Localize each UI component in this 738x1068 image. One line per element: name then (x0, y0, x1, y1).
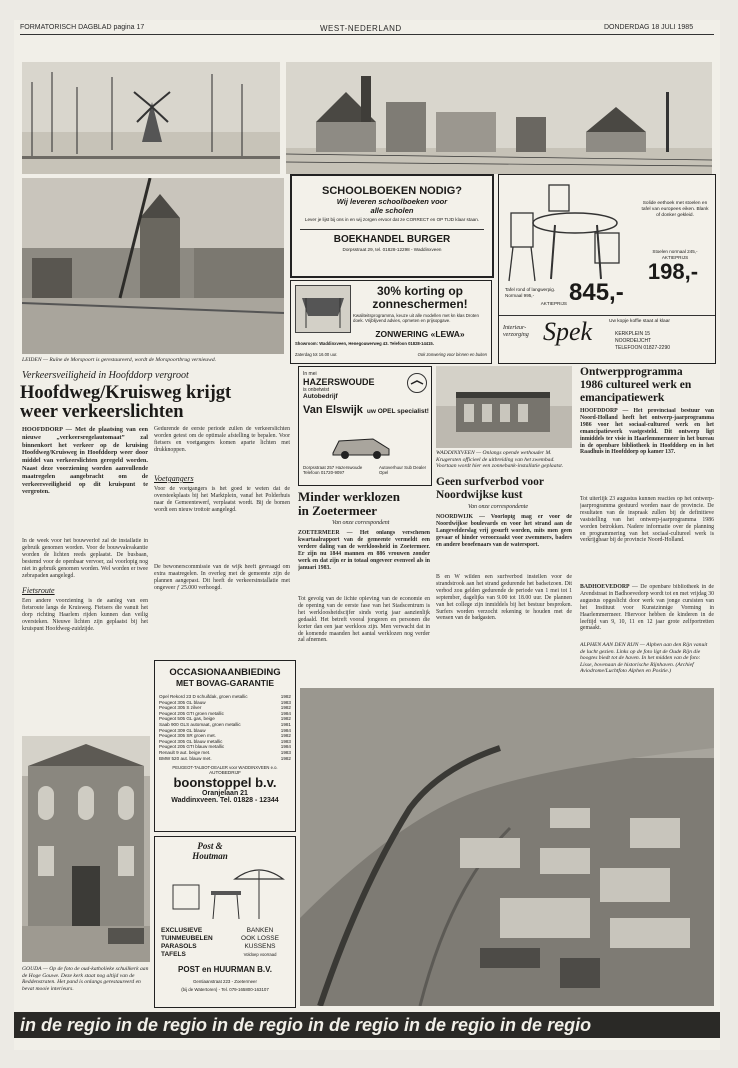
ad-houtman-phone: (bij de Watertoren) - Tel. 079-165800-163107 (181, 987, 269, 992)
ad-houtman-left-3: PARASOLS (161, 943, 197, 950)
ad-houtman-right-3: KUSSENS (244, 943, 276, 950)
ad-opel-line2: is onbetwist (303, 387, 330, 393)
ontwerp-headline-2: 1986 cultureel werk en (580, 379, 692, 391)
occasion-row-year: 1982 (280, 705, 291, 711)
article-zoetermeer-text: Tot gevolg van de lichte opleving van de economie en de opening van de eerste fase van het Stadscentrum is het werkloosheidscijfer sinds vorig jaar aanzienlijk gedaald. Het betreft vooral jongeren en personen die korter dan een jaar werkloos zijn. Men verwacht dat in de komende maanden het aantal werklozen nog verder zal afnemen. (298, 596, 430, 644)
article-hoofddorp-col1b: Een andere voorziening is de aanleg van een fietsroute langs de Kruisweg. Fietsers die vanuit het dorp richting Haarlem rijden kunnen dan veilig oversteken. Nieuwe lichten zijn geplaatst bij het kruispunt Hoofdweg-zuidzijde. (22, 598, 148, 632)
ad-occasion-title-1: OCCASIONAANBIEDING (169, 667, 281, 678)
ad-occasion-brand: boonstoppel b.v. (173, 775, 277, 791)
occasion-row-year: 1982 (280, 755, 291, 761)
article-surfverbod-lead: NOORDWIJK — Voorlopig mag er voor de Noordwijkse boulevards en voor het strand aan de Langevelderslag vrij gesurft worden, mits men geen gevaar of hinder veroorzaakt voor zwemmers, baders en andere beoefenaars van de watersport. (436, 514, 572, 548)
occasion-row-name: Peugeot 205 GTI blauw metallic (159, 744, 225, 750)
occasion-row-year: 1984 (280, 744, 291, 750)
occasion-row-year: 1984 (280, 710, 291, 716)
ad-houtman-left-1: EXCLUSIEVE (161, 927, 203, 934)
article-hoofddorp-col2: Gedurende de eerste periode zullen de verkeerslichten worden getest om de optimale afstelling te bepalen. Voor fietsers en voetgangers komen aparte lichten met drukknoppen. (154, 426, 290, 453)
caption-gouda-text: Op de foto de oud-katholieke schuilkerk aan de Hoge Gouwe. Deze kerk staat nog altijd van de Reddenstraten. Het pand is onlangs gerestaureerd en bevat mooie interieurs. (22, 966, 149, 992)
ad-spek (498, 174, 716, 364)
headline-line-1: Hoofdweg/Kruisweg krijgt (20, 383, 232, 403)
ad-schoolboeken-line1: Wij leveren schoolboeken voor (336, 197, 448, 206)
ad-occasion-list (155, 694, 295, 761)
ad-houtman-company: POST en HUURMAN B.V. (178, 965, 272, 974)
article-ontwerp-sub-block: BADHOEVEDORP — De openbare bibliotheek in de Arendstraat in Badhoevedorp wordt tot en met vrijdag 30 augustus opgeslicht door werk van jonge cursisten van het Instituut voor Kunstzinnige Vorming in Haarlemmermeer. Hiervoor hebben de kinderen in de leeftijd van 9, 10, 11 en 12 jaar grote zelfportretten gemaakt. (580, 584, 714, 632)
article-zoetermeer-byline: Van onze correspondent (332, 520, 390, 526)
occasion-row-year: 1982 (280, 733, 291, 739)
page-header-left: FORMATORISCH DAGBLAD pagina 17 (20, 24, 145, 31)
caption-leiden-text: Ruïne de Morspoort is gerestaureerd, wordt de Morspoortbrug vernieuwd. (49, 357, 217, 363)
caption-leiden-place: LEIDEN (22, 357, 42, 363)
caption-alphen-place: ALPHEN AAN DEN RIJN (580, 642, 639, 648)
caption-waddinxveen-place: WADDINXVEEN (436, 450, 475, 456)
opel-logo-icon (407, 373, 427, 393)
ad-spek-side-price: 198,- (647, 259, 699, 284)
article-hoofddorp-col2c: De bewonerscommissie van de wijk heeft gevraagd om extra maatregelen. In overleg met de gemeente zijn de plannen aangepast. Dit heeft de verkeersinstallatie met ongeveer ƒ 25.000 verhoogd. (154, 564, 290, 591)
article-hoofddorp-headline (20, 384, 290, 422)
ontwerp-sub-title: BADHOEVEDORP (580, 584, 630, 590)
occasion-row-year: 1983 (280, 738, 291, 744)
ad-occasion-autobedrijf: AUTOBEDRIJF (209, 770, 241, 776)
article-ontwerp-text: Tot uiterlijk 23 augustus kunnen reacties op het ontwerp-jaarprogramma gestuurd worden naar de provincie. De resultaten van de inspraak zullen bij de definitieve vaststelling van het ontwerp-jaarprogramma 1986 worden betrokken. Nadere informatie over de planning en programmering van het sociaal-cultureel werk is verkrijgbaar bij de provincie Noord-Holland. (580, 496, 714, 544)
ad-opel-contact (303, 465, 373, 476)
photo-leiden (22, 178, 284, 354)
ad-zonwering (290, 280, 492, 364)
occasion-row-year: 1983 (280, 699, 291, 705)
article-hoofddorp-sub2: Fietsroute (22, 586, 55, 595)
ad-houtman-right-1: BANKEN (246, 927, 274, 934)
occasion-row-year: 1983 (280, 749, 291, 755)
article-surfverbod-text: B en W wilden een surfverbod instellen voor de strandstrook aan het strand gedurende het badseizoen. Dit verbod zou gelden gedurende de periode van 1 mei tot 1 september, dagelijks van 9.00 tot 18.00 uur. De plannen van het college zijn inmiddels bij het bestuur besproken. Surfers worden verzocht rekening te houden met de wensen van de badgasten. (436, 574, 572, 622)
article-hoofddorp-col1: In de week voor het bouwverlof zal de installatie in gebruik genomen worden. Voor de bouwvakvakantie worden de lichten reeds geplaatst. De busbaan, bestemd voor de openbaar vervoer, zal voorlopig nog niet in gebruik genomen worden. Wel worden er twee zebrapaden aangelegd. (22, 538, 148, 579)
ad-houtman-address: Gentiaanstraat 223 - Zoetermeer (193, 979, 257, 984)
ad-opel-slogan: uw OPEL specialist! (366, 408, 429, 415)
ad-spek-brand: Spek (543, 317, 593, 346)
illustration-right (286, 62, 712, 174)
occasion-row-name: Peugeot 305 S zilver (159, 705, 202, 711)
article-zoetermeer-lead: ZOETERMEER — Het onlangs verschenen kwartaalrapport van de gemeente vermeldt een verdere daling van de werkloosheid in Zoetermeer. Er zijn nu 1844 mannen en 886 vrouwen zonder werk en dat zijn er in totaal ongeveer evenveel als in januari 1983. (298, 530, 430, 571)
ad-opel-dealer: Van Elswijk (303, 404, 363, 416)
occasion-row-year: 1984 (280, 727, 291, 733)
ad-houtman-left-2: TUINMEUBELEN (161, 935, 213, 942)
furniture-illustration (505, 183, 631, 283)
ad-occasion-street: Oranjelaan 21 (202, 790, 248, 798)
article-surfverbod-headline (436, 476, 572, 502)
occasion-row-year: 1982 (280, 716, 291, 722)
photo-aerial-alphen (300, 688, 714, 1006)
caption-leiden: LEIDEN — Ruïne de Morspoort is gerestaureerd, wordt de Morspoortbrug vernieuwd. (22, 357, 217, 363)
occasion-row-name: Renault 9 aut. beige met. (159, 749, 211, 755)
ad-opel-line3: Autobedrijf (303, 393, 338, 400)
occasion-row (155, 756, 295, 762)
page-header-right: DONDERDAG 18 JULI 1985 (604, 24, 694, 31)
ad-houtman-right-4: Voldoep voorraad (243, 952, 277, 957)
ad-schoolboeken-title: SCHOOLBOEKEN NODIG? (322, 185, 462, 197)
ad-zonwering-showroom: Showroom: Waddinxveen, Henegouwerweg 43. Telefoon 01828-14415. (295, 341, 434, 346)
ad-zonwering-title: 30% korting op zonneschermen! (372, 284, 468, 311)
caption-alphen-text: Alphen aan den Rijn vanuit de lucht gezien. Links op de foto ligt de Oude Rijn die hoogtes biedt tot de haven. In het midden van de foto: Lisse, bovenaan de historische Rijnhaven. (Archief Aviodrome/Luchtfoto Alphen en Positie.) (580, 642, 708, 675)
caption-waddinxveen-text: Onlangs opende wethouder M. Krugersten officieel de uitbreiding van het zwembad. Voortaan wordt hier een zonnebank-installatie geplaatst. (436, 450, 564, 470)
ad-spek-price: 845,- (569, 279, 624, 306)
ad-houtman (154, 836, 296, 1008)
occasion-row-name: Peugeot 305 GL blauw (159, 699, 206, 705)
article-hoofddorp-kicker: Verkeersveiligheid in Hoofddorp vergroot (22, 370, 189, 381)
ad-opel (298, 366, 432, 486)
ad-occasion-dealer-line: PEUGEOT-TALBOT-DEALER voor WADDINXVEEN e.o. (172, 765, 278, 771)
article-zoetermeer-headline (298, 490, 430, 518)
ad-spek-side-text: Solide eethoek met stoelen en tafel van europees eiken. Blank of donker gekleid. (641, 201, 709, 218)
ad-spek-phone: TELEFOON 01827-2290 (615, 345, 671, 351)
illustration-left (22, 62, 280, 174)
occasion-row-name: Opel Rekord 23 D schuifdak, groen metallic (159, 694, 248, 699)
caption-gouda: GOUDA — Op de foto de oud-katholieke schuilkerk aan de Hoge Gouwe. Deze kerk staat nog altijd van de Reddenstraten. Het pand is onlangs gerestaureerd en bevat mooie interieurs. (22, 966, 149, 992)
ontwerp-headline-3: emancipatiewerk (580, 392, 665, 404)
ad-opel-line1: In mei (303, 371, 317, 377)
occasion-row-name: Peugeot 305 GL blauw metallic (159, 738, 223, 744)
ad-opel-town: HAZERSWOUDE (303, 377, 375, 387)
article-ontwerp-lead: HOOFDDORP — Het provinciaal bestuur van Noord-Holland heeft het ontwerp-jaarprogramma 1986 voor het sociaal-cultureel werk en het emancipatiewerk vastgesteld. Dit ontwerp ligt inmiddels ter visie in Haarlemmermeer in het bureau in de openbare bibliotheek in Hoofddorp en in het Raadhuis in Hoofddorp op kamer 137. (580, 408, 714, 456)
ad-houtman-right (229, 927, 291, 959)
article-ontwerp-headline (580, 366, 714, 405)
ad-spek-address1: KERKPLEIN 15 (615, 331, 651, 337)
ad-schoolboeken-shop: BOEKHANDEL BURGER (300, 229, 484, 245)
ad-houtman-right-2: OOK LOSSE (241, 935, 279, 942)
occasion-row-name: Peugeot 309 GL blauw (159, 727, 206, 733)
occasion-row-name: Saab 900 GLS automaat, groen metallic (159, 721, 241, 727)
photo-waddinxveen (436, 366, 572, 448)
page-header-center: WEST-NEDERLAND (320, 24, 402, 33)
article-hoofddorp-lead: HOOFDDORP — Met de plaatsing van een nieuwe „verkeersregelautomaat” zal binnenkort het verkeer op de kruising Hoofdweg/Kruisweg in Hoofddorp weer door middel van verkeerslichten geregeld worden. Naast deze voorziening worden aanvullende maatregelen aangebracht om de verkeersveiligheid op dit kruispunt te vergroten. (22, 426, 148, 496)
ad-zonwering-hours: Zaterdag tot 16.00 uur. (295, 352, 338, 357)
zoetermeer-headline-1: Minder werklozen (298, 489, 400, 504)
newspaper-page (14, 20, 720, 1050)
ad-spek-address (615, 331, 713, 352)
ad-zonwering-text: Kwaliteitsprogramma, keuze uit alle modellen met kn klas Droten doek. Vrijblijvend advies, opmeten en prijsopgave. (353, 313, 479, 324)
occasion-row-name: Peugeot 505 GL gas, beige (159, 716, 215, 722)
article-hoofddorp-col2b: Voor de voetgangers is het goed te weten dat de oversteekplaats bij het Marktplein, vanaf het Polderhuis naar de Gemeentewerf, verplaatst wordt. Bij de bomen wordt een nieuw trottoir aangelegd. (154, 486, 290, 513)
headline-line-2: weer verkeerslichten (20, 402, 184, 422)
occasion-row-year: 1982 (280, 694, 291, 699)
ad-schoolboeken-line3: Lever je lijst bij ons in en wij zorgen ervoor dat ze CORRECT en OP TIJD klaar staan. (304, 217, 480, 222)
ad-zonwering-brand: ZONWERING «LEWA» (375, 329, 465, 339)
article-surfverbod-byline: Van onze correspondente (468, 504, 529, 510)
caption-alphen: ALPHEN AAN DEN RIJN — Alphen aan den Rijn vanuit de lucht gezien. Links op de foto ligt de Oude Rijn die hoogtes biedt tot de haven. In het midden van de foto: Lisse, bovenaan de historische Rijnhaven. (Archief Aviodrome/Luchtfoto Alphen en Positie.) (580, 642, 708, 675)
ad-houtman-left (161, 927, 225, 959)
ad-opel-phone: Telefoon 01720-9097 (303, 470, 345, 476)
ad-schoolboeken-line2: alle scholen (370, 206, 414, 215)
regio-strip (14, 1012, 720, 1038)
ad-spek-brand-small: Interieur-verzorging (503, 325, 529, 338)
ontwerp-headline-1: Ontwerpprogramma (580, 366, 683, 378)
ad-spek-table-label: Tafel rond of langwerpig. Normaal 995,- (505, 287, 556, 298)
car-illustration (329, 431, 393, 461)
ad-houtman-logo: Post & Houtman (192, 841, 228, 861)
zoetermeer-headline-2: in Zoetermeer (298, 503, 378, 518)
caption-waddinxveen: WADDINXVEEN — Onlangs opende wethouder M. Krugersten officieel de uitbreiding van het zwembad. Voortaan wordt hier een zonnebank-installatie geplaatst. (436, 450, 564, 470)
ad-houtman-left-4: TAFELS (161, 951, 186, 958)
regio-strip-text: in de regio in de regio in de regio in de regio in de regio in de regio (20, 1015, 592, 1035)
ad-opel-address: Dorpsstraat 257 Hazerswoude (303, 465, 363, 470)
ad-opel-service: Autoverhuur Sub Dealer Opel (379, 465, 427, 476)
surfverbod-headline-2: Noordwijkse kust (436, 489, 523, 501)
ad-zonwering-note: Ook zonwering voor binnen en buiten (417, 352, 487, 357)
caption-gouda-place: GOUDA (22, 966, 42, 972)
ad-occasion-city-phone: Waddinxveen. Tel. 01828 - 12344 (171, 797, 279, 805)
occasion-row-name: Peugeot 305 SR groen met. (159, 733, 216, 739)
ad-spek-divider (499, 315, 715, 316)
ad-spek-price-label: AKTIEPRIJS (540, 301, 567, 306)
ad-spek-coffee: Uw kopje koffie staat al klaar (609, 319, 670, 324)
surfverbod-headline-1: Geen surfverbod voor (436, 476, 544, 488)
photo-gouda (22, 736, 150, 962)
ad-spek-address2: NOORDEIJCHT (615, 338, 652, 344)
article-hoofddorp-sub1: Voetgangers (154, 474, 194, 483)
awning-icon (295, 285, 351, 333)
ad-occasion (154, 660, 296, 832)
occasion-row-year: 1981 (280, 721, 291, 727)
occasion-row-name: Peugeot 205 GTI groen metallic (159, 710, 224, 716)
ad-spek-side-price-label: Stoelen normaal 245,- AKTIEPRIJS (652, 249, 698, 260)
ad-schoolboeken (290, 174, 494, 278)
ontwerp-sub-text: De openbare bibliotheek in de Arendstraat in Badhoevedorp wordt tot en met vrijdag 30 augustus opgeslicht door werk van jonge cursisten van het Instituut voor Kunstzinnige Vorming in Haarlemmermeer. Hiervoor hebben de kinderen in de leeftijd van 9, 10, 11 en 12 jaar grote zelfportretten gemaakt. (580, 584, 714, 632)
header-rule (20, 34, 714, 35)
garden-furniture-illustration (165, 865, 285, 921)
ad-schoolboeken-address: Dorpsstraat 29, tel. 01828-12298 - Waddinxveen (342, 246, 442, 252)
occasion-row-name: BMW 520 aut. blauw met. (159, 755, 212, 761)
ad-occasion-title-2: MET BOVAG-GARANTIE (175, 678, 275, 688)
